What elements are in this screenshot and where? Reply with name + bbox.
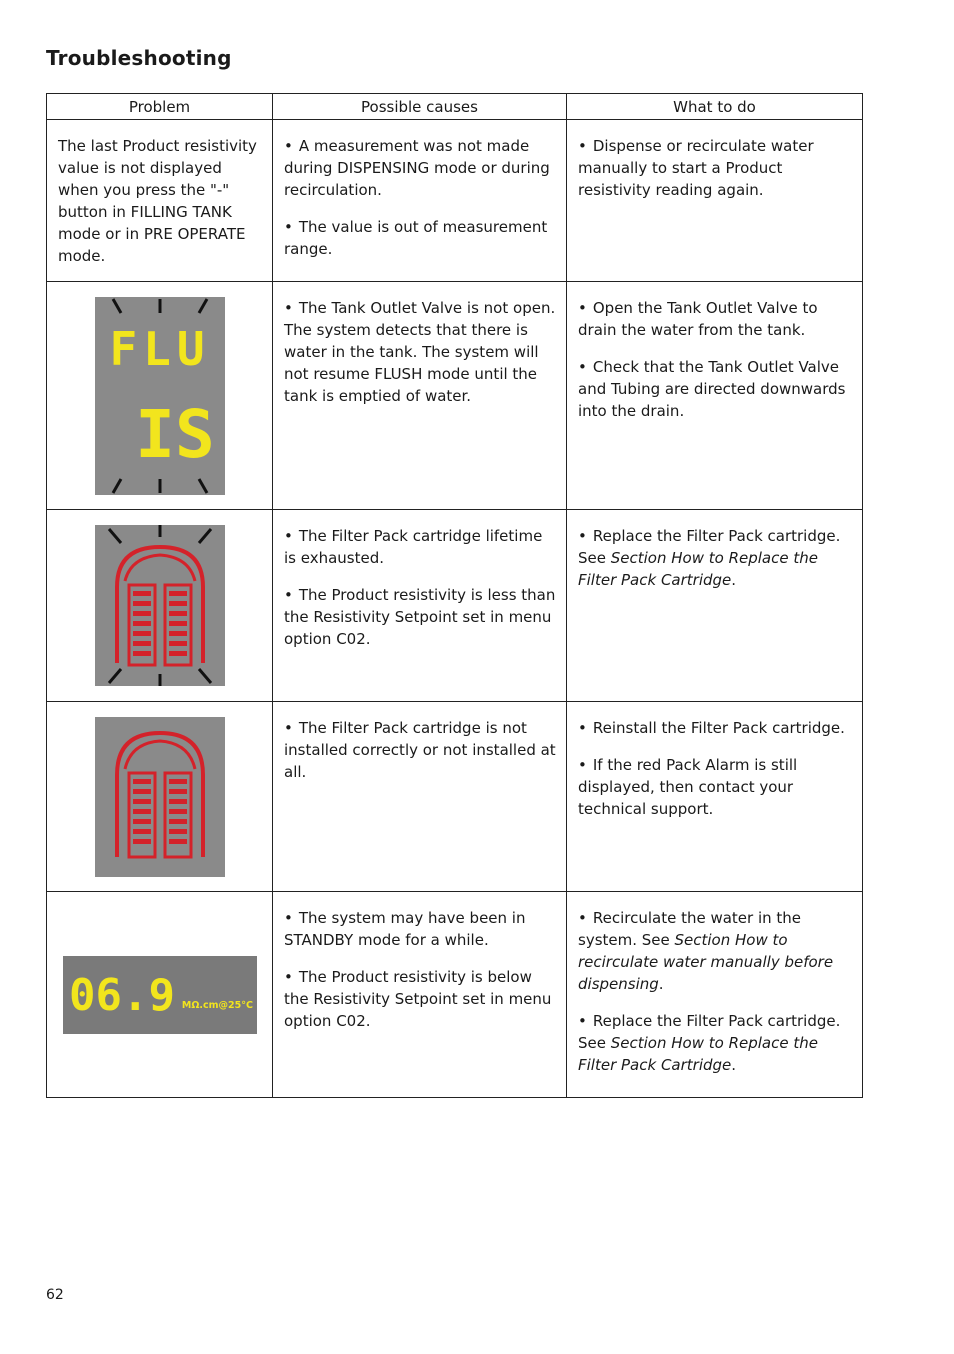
page-title: Troubleshooting: [46, 46, 232, 70]
table-row: [47, 120, 863, 282]
action-item: • Replace the Filter Pack cartridge. See Section How to Replace the Filter Pack Cartridge.: [578, 527, 841, 589]
filter-pack-alarm-display: [95, 717, 225, 877]
action-item: • Dispense or recirculate water manually to start a Product resistivity reading again.: [578, 137, 814, 199]
display-line-2: IS: [134, 395, 215, 473]
header-possible-causes: Possible causes: [273, 94, 567, 120]
action-item: • Recirculate the water in the system. See Section How to recirculate water manually before dispensing.: [578, 909, 834, 993]
actions-cell: [567, 120, 863, 282]
flu-is-display: [95, 297, 225, 495]
action-item: • Open the Tank Outlet Valve to drain the water from the tank.: [578, 299, 818, 339]
cause-item: • The Product resistivity is less than the Resistivity Setpoint set in menu option C02.: [284, 586, 556, 648]
section-reference: Section How to Replace the Filter Pack Cartridge: [578, 549, 818, 589]
problem-cell: [47, 702, 273, 892]
problem-cell: [47, 510, 273, 702]
table-row: [47, 892, 863, 1098]
actions-cell: [567, 892, 863, 1098]
action-item: • Reinstall the Filter Pack cartridge.: [578, 719, 845, 737]
section-reference: Section How to recirculate water manually before dispensing: [578, 931, 834, 993]
resistivity-unit: MΩ.cm@25°C: [181, 999, 253, 1011]
resistivity-value: 06.9: [68, 969, 175, 1021]
filter-pack-alarm-flashing-display: [95, 525, 225, 686]
table-header-row: [47, 94, 863, 120]
problem-cell: [47, 892, 273, 1098]
problem-cell: [47, 120, 273, 282]
cause-item: • The Tank Outlet Valve is not open. The system detects that there is water in the tank. The system will not resume FLUSH mode until the tank is emptied of water.: [284, 299, 556, 405]
causes-cell: [273, 510, 567, 702]
actions-cell: [567, 282, 863, 510]
causes-cell: [273, 702, 567, 892]
problem-text: The last Product resistivity value is not displayed when you press the "-" button in FILLING TANK mode or in PRE OPERATE mode.: [58, 137, 257, 265]
causes-cell: [273, 892, 567, 1098]
cause-item: • A measurement was not made during DISPENSING mode or during recirculation.: [284, 137, 550, 199]
actions-cell: [567, 510, 863, 702]
action-item: • Replace the Filter Pack cartridge. See Section How to Replace the Filter Pack Cartridge.: [578, 1012, 841, 1074]
filter-pack-alarm-flashing-icon: [95, 525, 225, 686]
cause-item: • The system may have been in STANDBY mode for a while.: [284, 909, 526, 949]
table-row: [47, 282, 863, 510]
action-item: • Check that the Tank Outlet Valve and Tubing are directed downwards into the drain.: [578, 358, 846, 420]
header-what-to-do: What to do: [567, 94, 863, 120]
cause-item: • The value is out of measurement range.: [284, 218, 548, 258]
section-reference: Section How to Replace the Filter Pack Cartridge: [578, 1034, 818, 1074]
cause-item: • The Filter Pack cartridge is not installed correctly or not installed at all.: [284, 719, 556, 781]
table-row: [47, 702, 863, 892]
cause-item: • The Product resistivity is below the Resistivity Setpoint set in menu option C02.: [284, 968, 552, 1030]
actions-cell: [567, 702, 863, 892]
problem-cell: [47, 282, 273, 510]
troubleshooting-table: [46, 93, 863, 1098]
action-item: • If the red Pack Alarm is still displayed, then contact your technical support.: [578, 756, 798, 818]
display-line-1: FLU: [108, 321, 211, 376]
cause-item: • The Filter Pack cartridge lifetime is exhausted.: [284, 527, 543, 567]
flashing-rays-icon: [95, 297, 225, 495]
table-row: [47, 510, 863, 702]
causes-cell: [273, 120, 567, 282]
causes-cell: [273, 282, 567, 510]
filter-pack-alarm-icon: [95, 717, 225, 877]
page-number: 62: [46, 1287, 64, 1303]
header-problem: Problem: [47, 94, 273, 120]
resistivity-display: [63, 956, 257, 1034]
